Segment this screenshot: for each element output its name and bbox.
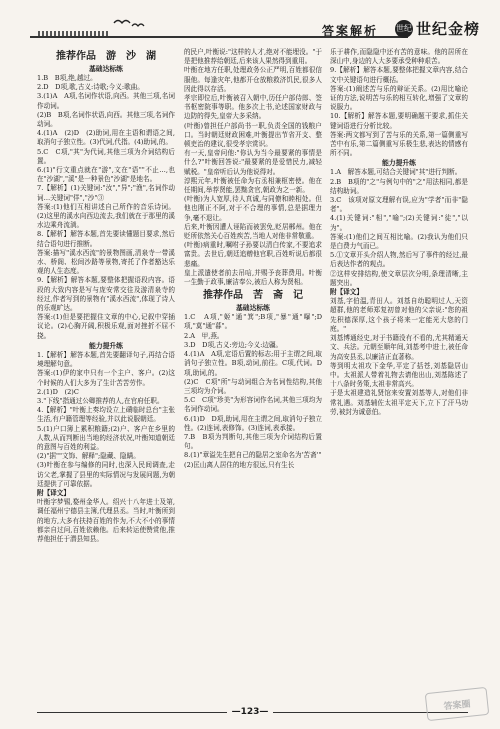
answer-paragraph: 6.(1)"行文重点就在"游",文在"语""不止…,也在"沙湖","溪"是一种景色"沙湖"是地名。	[37, 166, 175, 184]
answer-paragraph: 答案:(1)他们互相讲述自己所作的音乐诗词。(2)这里的溪水向西边流去,我们就在于那里的溪水边乘舟流淌。	[37, 202, 175, 230]
watermark-stamp: 答案圈	[425, 687, 490, 721]
answer-paragraph: 孝宗即位后,叶衡被召入朝中,历任户部侍郎、签书枢密院事等职。他多次上书,论述国家财政与边防的得失,皇帝大多采纳。	[184, 94, 322, 121]
column-left	[37, 48, 175, 698]
answer-paragraph: 刘基博通经史,对于书籍没有不看的,尤其精通天文、兵法。元朝至顺年间,刘基考中进士,被任命为高安县丞,以廉洁正直著称。	[330, 334, 468, 361]
answer-paragraph: 2.(1)D (2)C	[37, 387, 79, 396]
answer-paragraph: (2)"据""文饰、解释";隐藏、隐瞒。	[37, 452, 140, 461]
answer-paragraph: 8.(1)"章溢先生把自己的隐居之室命名为'苦斋'"	[184, 451, 322, 460]
subsection-title: 基础达标练	[89, 65, 123, 73]
answer-paragraph: 刘基,字伯温,青田人。刘基自幼聪明过人,天资超群,他的老师郑复初曾对他的父亲说:"您的祖先积德深厚,这个孩子将来一定能光大您的门庭。"	[330, 297, 468, 333]
answer-paragraph: 答案:(1)他们之间互相比喻。(2)我认为他们只是白费力气而已。	[330, 232, 468, 251]
brand-emblem-icon: 世纪	[395, 20, 413, 38]
answer-paragraph: (2)B B项,名词作状语,向西。其他三项,名词作动词。	[37, 110, 175, 129]
answer-paragraph: 10.【解析】解答本题,要明确题干要求,抓住关键词语进行分析比较。	[330, 112, 468, 130]
answer-paragraph: 5.①文章开头介绍人物,然后写了事件的经过,最后表达作者的观点。	[330, 251, 468, 269]
answer-paragraph: 5.C C项"珍美"为形容词作名词,其他三项均为名词作动词。	[184, 396, 322, 414]
answer-paragraph: 4.【解析】"叶衡上奏均设立上磧临时总台"主张生活,有户籍管理等经验,并以此说服朝廷。	[37, 406, 175, 424]
section-title: 推荐作品 游 沙 湖	[56, 51, 156, 62]
brand-logo	[395, 18, 480, 39]
answer-paragraph: 2.A 甲,燕。	[184, 331, 224, 340]
answer-paragraph: 2.D D项,歌,古义:诗歌;今义:歌曲。	[37, 83, 144, 92]
subsection-title: 基础达标练	[236, 304, 270, 313]
answer-paragraph: 答案:(1)但是要把握住文章的中心,记叙中穿插议论。(2)心胸开阔,积极乐观,面对挫折不屈不挠。	[37, 313, 175, 340]
answer-paragraph: 3."下线"指通过公卿推荐的人,在官府任职。	[37, 396, 164, 405]
answer-paragraph: 8.【解析】解答本题,首先要读懂题目要求,然后结合语句进行推断。	[37, 230, 175, 248]
answer-paragraph: 4.(1)A (2)D (2)助词,用在主语和谓语之间,取消句子独立性。(3)代词,代指。(4)助词,的。	[37, 129, 175, 147]
answer-paragraph: 等到明太祖攻下金华,平定了括苍,刘基隐居山中。太祖派人带着礼物去请他出山,刘基陈述了十八条时务策,太祖非常高兴。	[330, 361, 468, 389]
answer-paragraph: 的民户,叶衡说:"这样的人才,绝对不能埋没。"于是把他推荐给朝廷,后来该人果然得到重用。	[184, 48, 322, 66]
answer-paragraph: 皇上派遣使者前去吊唁,并赐予丧葬费用。叶衡一生勤于政事,廉洁奉公,被后人称为贤相。	[184, 268, 322, 287]
answer-paragraph: 乐于耕作,而隐隐中还有苦的意味。他的居所在深山中,身边的人大多要承受种种艰苦。	[330, 48, 468, 66]
answer-paragraph: 有一天,皇帝问他:"你认为当今最要紧的事情是什么?"叶衡回答说:"最要紧的是爱惜民力,减轻赋税。"皇帝听后认为他说得对。	[184, 149, 322, 176]
answer-paragraph: 叶衡在地方任职,处理政务公正严明,百姓都很信服他。每逢灾年,他都开仓放粮救济饥民,很多人因此得以存活。	[184, 66, 322, 93]
answer-paragraph: (叶衡)病重时,嘱咐子孙要以清白传家,不要追求富贵。去世后,朝廷追赠他官职,百姓听说后都很悲痛。	[184, 241, 322, 268]
answer-paragraph: 1.C A项,"姬"通"箕";B项,"暴"通"曝";D项,"莫"通"暮"。	[184, 313, 322, 331]
answer-paragraph: 1.A 解答本题,可结合关键词"其"进行判断。	[330, 168, 462, 177]
answer-paragraph: 5.(1)户口簿上累积粮籍;(2)户、客户在乡里的人数,从而判断出当地的经济状况,叶衡知道朝廷的意图与百姓的利益。	[37, 424, 175, 451]
answer-paragraph: 7.【解析】(1)关键词:"汝","异";"渔",名词作动词…关键词"佯","沙"③	[37, 184, 175, 202]
answer-paragraph: 叶衡字梦锡,婺州金华人。绍兴十八年进士及第,调任福州宁德县主簿,代理县丞。当时,叶衡所到的地方,大多有扶持百姓的作为,不大不小的事情都亲自过问,百姓依赖他。后来转运使赞赏他,推荐他担任于潜县知县。	[37, 498, 175, 543]
answer-paragraph: 7.B B项为判断句,其他三项为介词结构后置句。	[184, 432, 322, 451]
answer-paragraph: (3)叶衡在参与编修的同时,也深入民间调查,走访父老,掌握了县里的实际情况与发展问题,为朝廷提供了可靠依据。	[37, 461, 175, 488]
answer-paragraph: (叶衡)曾担任户部尚书一职,负责全国的钱粮户口。当时朝廷财政困难,叶衡提出节省开支、整顿吏治的建议,很受孝宗赏识。	[184, 121, 322, 149]
answer-paragraph: (2)C C项"所"与动词组合为名词性结构,其他三项均为介词。	[184, 377, 322, 395]
answer-paragraph: 3.C 该项对原文理解有误,应为"学者"而非"隐者"。	[330, 196, 468, 214]
answer-paragraph: 后来,叶衡因遭人诬陷而被罢免,贬居郴州。他在贬所依然关心百姓疾苦,当地人对他非常敬重。	[184, 222, 322, 241]
subsection-title: 能力提升练	[89, 341, 123, 350]
answer-paragraph: 答案:(1)伊的家中只有一个主户、客户。(2)这个时候的人们大多为了生计苦苦劳作。	[37, 369, 175, 387]
answer-paragraph: 答案:(1)阐述苦与乐的辩证关系。(2)用比喻论证的方法,说明苦与乐的相互转化,增强了文章的说服力。	[330, 84, 468, 112]
section-title: 推荐作品 苦 斋 记	[203, 290, 303, 302]
column-right	[330, 48, 468, 698]
subsection-title: 能力提升练	[382, 159, 416, 168]
answer-paragraph: 5.C C项,"其"为代词,其他三项为介词结构后置。	[37, 147, 175, 165]
answer-paragraph: 4.(1)关键词:"相","喻";(2)关键词:"徒","以为"。	[330, 214, 468, 232]
answer-paragraph: 于是太祖建造礼贤馆来安置刘基等人,对他们非常礼遇。刘基辅佐太祖平定天下,立下了汗马功劳,被封为诚意伯。	[330, 389, 468, 416]
birds-decoration-icon	[112, 16, 146, 30]
answer-paragraph: 6.(1)D D项,助词,用在主谓之间,取消句子独立性。(2)连词,表修饰。(3)连词,表承接。	[184, 414, 322, 432]
brand-name: 世纪金榜	[416, 20, 481, 38]
answer-paragraph: (叶衡)为人宽厚,待人真诚,与同僚和睦相处。但他也刚正不阿,对于不合理的事情,总是据理力争,毫不退让。	[184, 195, 322, 222]
answer-paragraph: 3.D D项,古义:旁边;今义:边疆。	[184, 340, 283, 349]
answer-paragraph: 答案:描写"溪水西流"的景物图画,清泉寺一带溪水、桥阁、松间沙路等景物,寄托了作者豁达乐观的人生态度。	[37, 248, 175, 276]
page-number: —123—	[231, 707, 269, 717]
answer-paragraph: 9.【解析】解答本题,要整体把握语段内容。语段的大致内容是写与庞安常交往及游清泉寺的经过,作者写到的景物有"溪水西流",体现了诗人的乐观旷达。	[37, 276, 175, 313]
answer-paragraph: (2)匡山离人居住的地方很远,只有生长	[184, 460, 295, 469]
translation-heading: 附【译文】	[330, 288, 363, 297]
answer-paragraph: 9.【解析】解答本题,要整体把握文章内容,结合文中关键语句进行概括。	[330, 66, 468, 84]
translation-heading: 附【译文】	[37, 488, 70, 497]
answer-paragraph: 3.(1)A A项,名词作状语,向西。其他三项,名词作动词。	[37, 92, 175, 110]
header-label: 答案解析	[322, 24, 379, 38]
page-header	[0, 0, 500, 44]
answer-paragraph: 2.B B项的"之"与例句中的"之"用法相同,都是结构助词。	[330, 177, 468, 195]
answer-paragraph: 1.【解析】解答本题,首先要翻译句子,再结合语境理解句意。	[37, 350, 175, 369]
answer-paragraph: 淳熙元年,叶衡被任命为右丞相兼枢密使。他在任期间,举荐贤能,罢黜贪官,朝政为之一新。	[184, 176, 322, 195]
answer-paragraph: 答案:两文都写到了苦与乐的关系,第一篇侧重写苦中有乐,第二篇侧重写乐极生悲,表达的情感有所不同。	[330, 130, 468, 158]
answer-paragraph: 4.(1)A A项,定语后置的标志;用于主谓之间,取消句子独立性。B项,动词,前往。C项,代词。D项,助词,的。	[184, 350, 322, 377]
answer-paragraph: 1.B B项,绝,越过。	[37, 74, 97, 82]
answer-paragraph: ②这样安排结构,使文章层次分明,条理清晰,主题突出。	[330, 269, 468, 287]
column-middle	[184, 48, 322, 698]
